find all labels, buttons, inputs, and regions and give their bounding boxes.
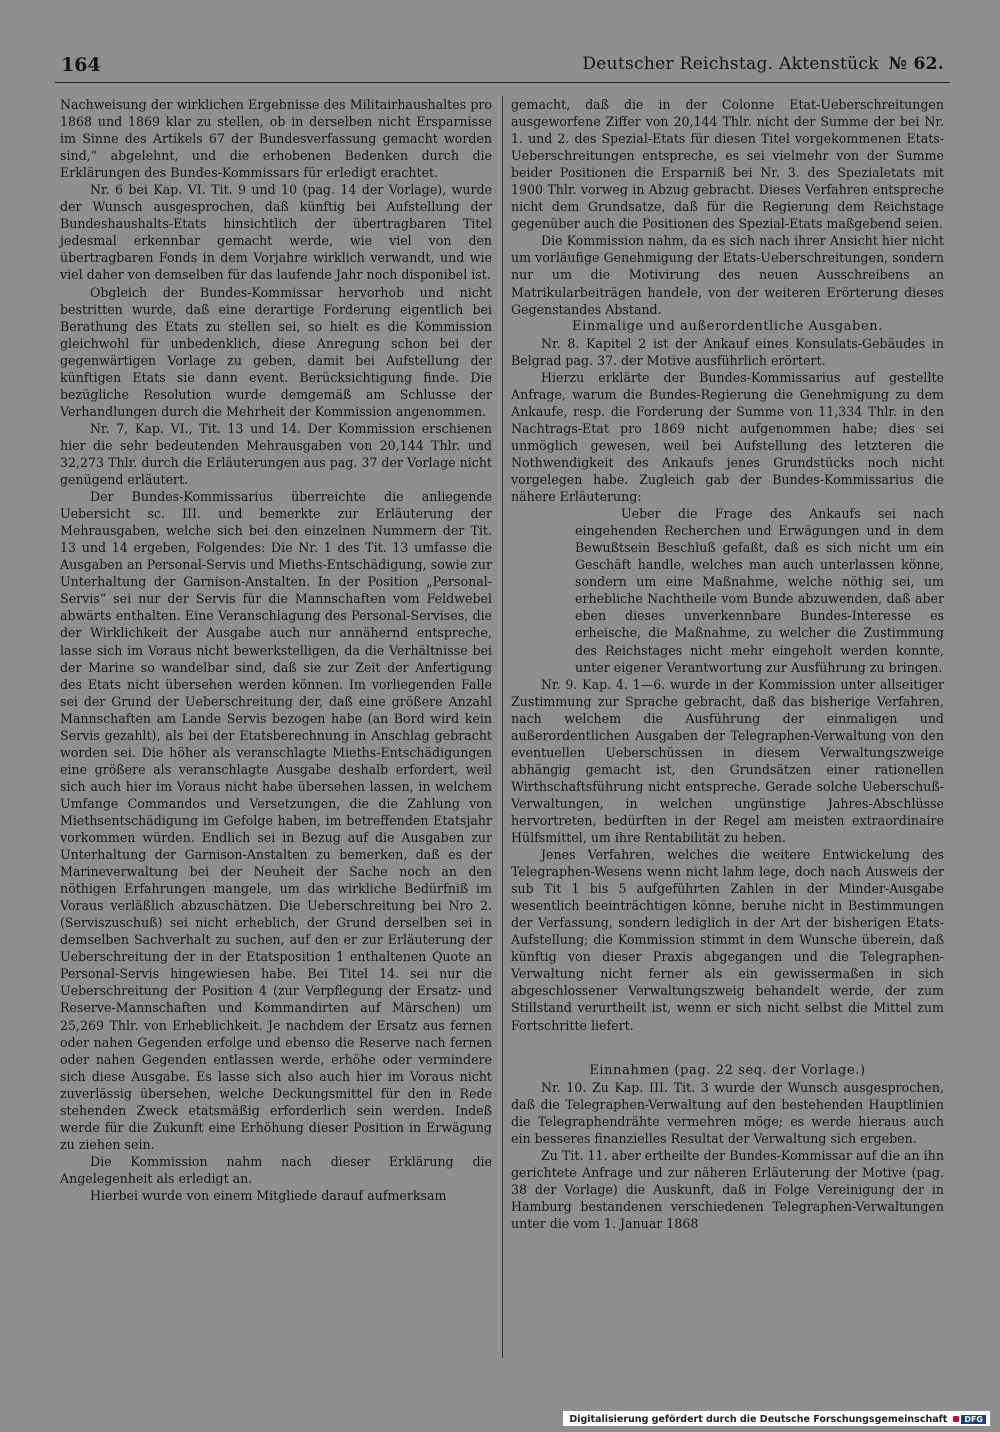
- page-number: 164: [61, 54, 101, 76]
- paragraph: Die Kommission nahm, da es sich nach ihrer Ansicht hier nicht um vorläufige Genehmigung der Etats-Ueberschreitungen, sondern nur um die Motivirung des neuen Ausschreibens an Matrikularbeiträgen handele, von der weiteren Erörterung dieses Gegenstandes Abstand.: [511, 233, 944, 317]
- dfg-logo-mark: [953, 1416, 959, 1422]
- block-quote: Ueber die Frage des Ankaufs sei nach eingehenden Recherchen und Erwägungen und in dem Bewußtsein Beschluß gefaßt, daß es sich nicht um ein Geschäft handle, welches man auch unterlassen könne, sondern um eine Maßnahme, welche nöthig sei, um erhebliche Nachtheile vom Bunde abzuwenden, daß aber eben dieses unverkennbare Bundes-Interesse es erheische, die Maßnahme, zu welcher die Zustimmung des Reichstages nicht mehr eingeholt werden konnte, unter eigener Verantwortung zur Ausführung zu bringen.: [575, 506, 944, 675]
- paragraph: Nr. 7, Kap. VI., Tit. 13 und 14. Der Kommission erschienen hier die sehr bedeutenden Mehrausgaben von 20,144 Thlr. und 32,273 Thlr. durch die Erläuterungen aus pag. 37 der Vorlage nicht genügend erläutert.: [60, 420, 492, 488]
- left-column: [60, 96, 492, 1204]
- paragraph: Zu Tit. 11. aber ertheilte der Bundes-Kommissar auf die an ihn gerichtete Anfrage und zur näheren Erläuterung der Motive (pag. 38 der Vorlage) die Auskunft, daß in Folge Vereinigung der in Hamburg bestandenen verschiedenen Telegraphen-Verwaltungen unter die vom 1. Januar 1868: [511, 1147, 944, 1231]
- page-header: [55, 52, 950, 86]
- paragraph: Hierbei wurde von einem Mitgliede darauf aufmerksam: [90, 1188, 447, 1203]
- paragraph: Hierzu erklärte der Bundes-Kommissarius auf gestellte Anfrage, warum die Bundes-Regierung die Genehmigung zu dem Ankaufe, resp. die Forderung der Summe von 11,334 Thlr. in den Nachtrags-Etat pro 1869 nicht aufgenommen habe; dies sei unmöglich gewesen, weil bei Aufstellung des letzteren die Nothwendigkeit des Ankaufs jenes Grundstücks noch nicht vorgelegen habe. Zugleich gab der Bundes-Kommissarius die nähere Erläuterung:: [511, 369, 944, 505]
- funding-credit: Digitalisierung gefördert durch die Deutsche Forschungsgemeinschaft: [569, 1413, 948, 1425]
- paragraph: Der Bundes-Kommissarius überreichte die anliegende Uebersicht sc. III. und bemerkte zur Erläuterung der Mehrausgaben, welche sich bei den einzelnen Nummern der Tit. 13 und 14 ergeben, Folgendes: Die Nr. 1 des Tit. 13 umfasse die Ausgaben an Personal-Servis und Mieths-Entschädigung, sowie zur Unterhaltung der Garnison-Anstalten. In der Position „Personal-Servis“ sei nur der Servis für die Mannschaften vom Feldwebel abwärts enthalten. Eine Veranschlagung des Personal-Servises, die der Wirklichkeit der Ausgabe auch nur annähernd entspreche, lasse sich im Voraus nicht bewerkstelligen, da die Verhältnisse bei der Marine so wandelbar sind, daß sie zur Zeit der Anfertigung des Etats nicht übersehen werden können. Im vorliegenden Falle sei der Grund der Ueberschreitung der, daß eine größere Anzahl Mannschaften am Lande Servis bezogen habe (an Bord wird kein Servis gezahlt), als bei der Etatsberechnung in Anschlag gebracht worden sei. Die höher als veranschlagte Mieths-Entschädigungen eine größere als veranschlagte Ausgabe deshalb erfordert, weil sich auch hier im Voraus nicht habe übersehen lassen, in welchem Umfange Commandos und Versetzungen, die die Zahlung von Miethsentschädigung im Gefolge haben, im betreffenden Etatsjahr vorkommen würden. Endlich sei in Bezug auf die Ausgaben zur Unterhaltung der Garnison-Anstalten zu bemerken, daß es der Marineverwaltung bei der Neuheit der Sache noch an den nöthigen Erfahrungen mangele, um das wirkliche Bedürfniß im Voraus verläßlich abzuschätzen. Die Ueberschreitung bei Nro 2. (Serviszuschuß) sei nicht erheblich, der Grund derselben sei in demselben Sachverhalt zu suchen, auf den er zur Erläuterung der Ueberschreitung der in der Etatsposition 1 enthaltenen Quote an Personal-Servis hingewiesen habe. Bei Titel 14. sei nur die Ueberschreitung der Position 4 (zur Verpflegung der Ersatz- und Reserve-Mannschaften und Kommandirten auf Märschen) um 25,269 Thlr. von Erheblichkeit. Je nachdem der Ersatz aus fernen oder nahen Gegenden erfolge und ebenso die Reserve nach fernen oder nahen Gegenden entlassen werde, erhöhe oder verminderе sich diese Ausgabe. Es lasse sich also auch hier im Voraus nicht zuverlässig übersehen, welche Deckungsmittel für den in Rede stehenden Zweck etatsmäßig erforderlich sein werden. Indeß werde für die Zukunft eine Erhöhung dieser Position in Erwägung zu ziehen sein.: [60, 489, 492, 1152]
- paragraph: Nr. 6 bei Kap. VI. Tit. 9 und 10 (pag. 14 der Vorlage), wurde der Wunsch ausgesprochen, daß künftig bei Aufstellung der Bundeshaushalts-Etats hinsichtlich der übertragbaren Titel jedesmal erkennbar gemacht werde, wie viel von den übertragbaren Fonds in dem Vorjahre wirklich verwandt, und wie viel daher von demselben für das laufende Jahr noch disponibel ist.: [60, 182, 492, 283]
- header-rule: [55, 82, 950, 83]
- paragraph: Nr. 10. Zu Kap. III. Tit. 3 wurde der Wunsch ausgesprochen, daß die Telegraphen-Verwaltung auf den bestehenden Hauptlinien die Telegraphendrähte vermehren möge; es werde hieraus auch ein besseres finanzielles Resultat der Verwaltung sich ergeben.: [511, 1079, 944, 1146]
- funding-credit-bar: [563, 1411, 990, 1426]
- paragraph: Nr. 8. Kapitel 2 ist der Ankauf eines Konsulats-Gebäudes in Belgrad pag. 37. der Motive ausführlich erörtert.: [511, 335, 944, 368]
- document-number: № 62.: [888, 54, 944, 74]
- section-spacer: [511, 1034, 944, 1062]
- section-heading: Einmalige und außerordentliche Ausgaben.: [572, 318, 883, 334]
- right-column: [511, 96, 944, 1232]
- paragraph: Obgleich der Bundes-Kommissar hervorhob und nicht bestritten wurde, daß eine derartige Forderung eigentlich bei Berathung des Etats zu stellen sei, so hielt es die Kommission gleichwohl für unbedenklich, diese Anregung schon bei der gegenwärtigen Vorlage zu geben, damit bei Aufstellung der künftigen Etats sie dann event. Berücksichtigung finde. Die bezügliche Resolution wurde demgemäß am Schlusse der Verhandlungen durch die Mehrheit der Kommission angenommen.: [60, 284, 492, 419]
- dfg-logo-icon: [953, 1415, 986, 1424]
- column-divider: [502, 96, 503, 1358]
- paragraph: Jenes Verfahren, welches die weitere Entwickelung des Telegraphen-Wesens wenn nicht lahm lege, doch nach Ausweis der sub Tit 1 bis 5 aufgeführten Zahlen in der Minder-Ausgabe wesentlich beeinträchtigen könne, beruhe nicht in Bestimmungen der Verfassung, sondern lediglich in der Art der bisherigen Etats-Aufstellung; die Kommission stimmt in dem Wunsche überein, daß künftig von dieser Praxis abgegangen und die Telegraphen-Verwaltung nicht ferner als ein gewissermaßen in sich abgeschlossener Verwaltungszweig behandelt werde, der zum Stillstand verurtheilt ist, wenn er sich nicht selbst die Mittel zum Fortschritte liefert.: [511, 847, 944, 1033]
- dfg-logo-text: DFG: [961, 1415, 986, 1424]
- paragraph: Die Kommission nahm nach dieser Erklärung die Angelegenheit als erledigt an.: [60, 1153, 492, 1186]
- section-heading: Einnahmen (pag. 22 seq. der Vorlage.): [589, 1062, 866, 1078]
- running-title: [582, 54, 944, 74]
- paragraph: Nachweisung der wirklichen Ergebnisse des Militairhaushaltes pro 1868 und 1869 klar zu stellen, ob in derselben nicht Ersparnisse im Sinne des Artikels 67 der Bundesverfassung gemacht worden sind,“ abgelehnt, und die erhobenen Bedenken durch die Erklärungen des Bundes-Kommissars für erledigt erachtet.: [60, 97, 492, 181]
- running-title-text: Deutscher Reichstag. Aktenstück: [582, 54, 879, 74]
- paragraph: gemacht, daß die in der Colonne Etat-Ueberschreitungen ausgeworfene Ziffer von 20,144 Thlr. nicht der Summe der bei Nr. 1. und 2. des Spezial-Etats für diesen Titel vorgekommenen Etats-Ueberschreitungen entspreche, es sei vielmehr von der Summe beider Positionen die Ersparniß bei Nr. 3. des Spezialetats mit 1900 Thlr. vorweg in Abzug gebracht. Dieses Verfahren entspreche nicht dem Grundsatze, daß für die Regierung dem Reichstage gegenüber auch die Positionen des Spezial-Etats maßgebend seien.: [511, 97, 944, 232]
- paragraph: Nr. 9. Kap. 4. 1—6. wurde in der Kommission unter allseitiger Zustimmung zur Sprache gebracht, daß das bisherige Verfahren, nach welchem die Ausführung der einmaligen und außerordentlichen Ausgaben der Telegraphen-Verwaltung von den eventuellen Ueberschüssen in diesem Verwaltungszweige abhängig gemacht ist, den Grundsätzen einer rationellen Wirthschaftsführung nicht entspreche. Gerade solche Ueberschuß-Verwaltungen, in welchen ungünstige Jahres-Abschlüsse hervortreten, bedürften in der Regel am meisten extraordinaire Hülfsmittel, um ihre Rentabilität zu heben.: [511, 676, 944, 846]
